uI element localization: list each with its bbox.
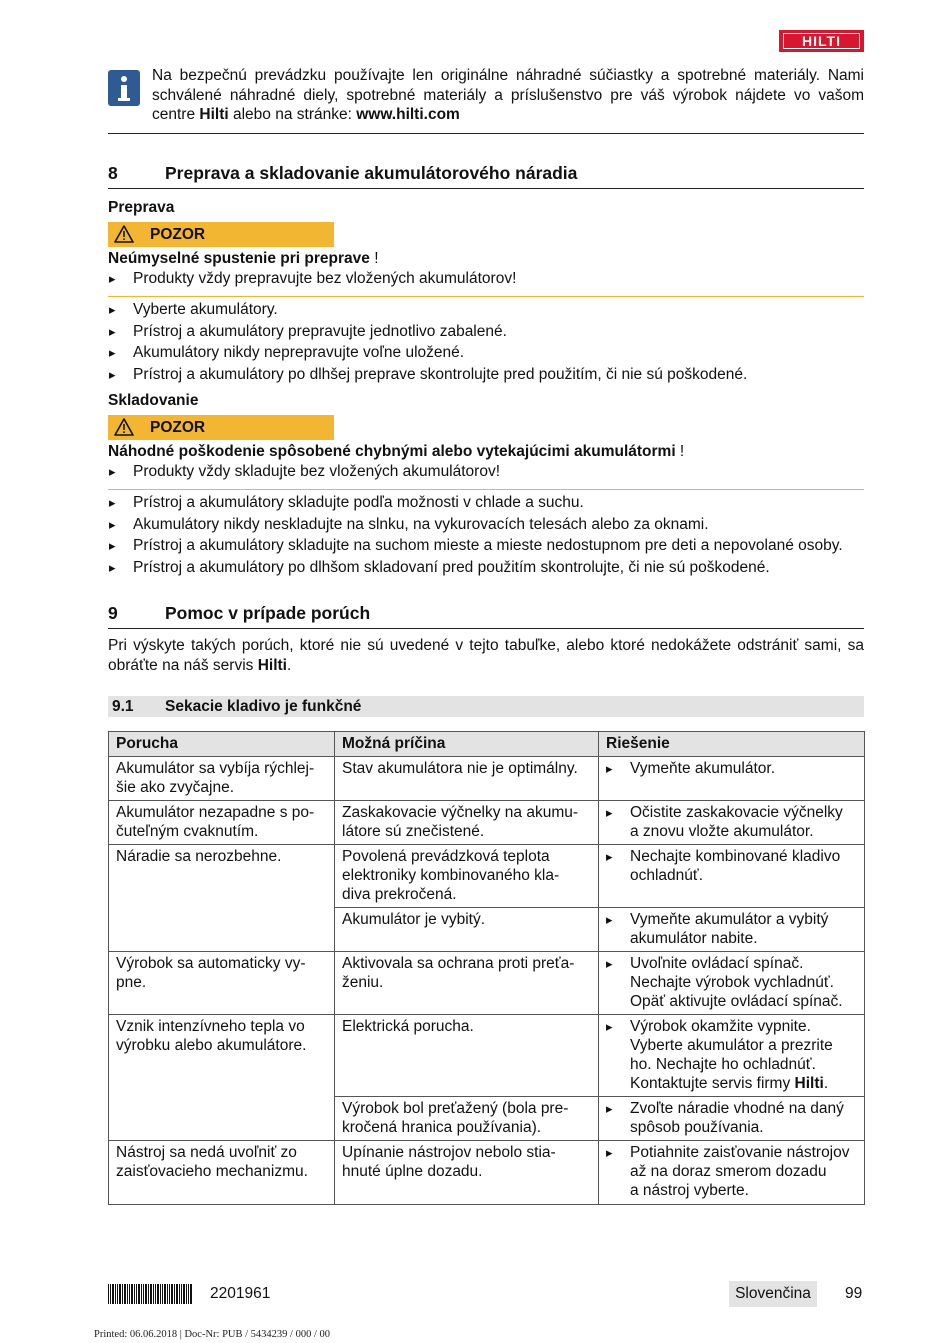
table-row [109,952,865,1015]
print-info: Printed: 06.06.2018 | Doc-Nr: PUB / 5434239 / 000 / 00 [94,1329,331,1340]
barcode-image [108,1284,192,1304]
warning-triangle-icon [114,225,134,243]
section-9-intro: Pri výskyte takých porúch, ktoré nie sú uvedené v tejto tabuľke, alebo ktoré nedokážete odstrániť sami, sa obráťte na náš servis Hilti. [108,637,864,674]
cause-cell: Upínanie nástrojov nebolo stia- hnuté úplne dozadu. [335,1141,599,1205]
column-header: Možná príčina [335,732,599,757]
solution-cell: ▸ Vymeňte akumulátor a vybitý akumulátor nabite. [599,908,865,952]
troubleshooting-table [108,731,865,1205]
hilti-url-link[interactable]: www.hilti.com [356,106,460,123]
page-number: 99 [845,1285,863,1302]
fault-cell: Vznik intenzívneho tepla vo výrobku alebo akumulátore. [109,1015,335,1141]
table-row [109,801,865,845]
transport-steps [108,299,864,385]
storage-warning-body: Náhodné poškodenie spôsobené chybnými alebo vytekajúcimi akumulátormi ! ▸ Produkty vždy skladujte bez vložených akumulátorov! [108,442,864,490]
document-code: 2201961 [210,1285,271,1302]
list-item: ▸ Prístroj a akumulátory po dlhšej preprave skontrolujte pred použitím, či nie sú poškodené. [108,364,864,386]
info-icon [108,70,140,106]
solution-cell: ▸ Zvoľte náradie vhodné na daný spôsob používania. [599,1097,865,1141]
solution-cell: ▸ Očistite zaskakovacie výčnelky a znovu vložte akumulátor. [599,801,865,845]
list-item: ▸ Akumulátory nikdy neskladujte na slnku, na vykurovacích telesách alebo za oknami. [108,514,864,536]
storage-heading: Skladovanie [108,392,199,409]
hilti-logo [779,30,864,52]
fault-cell: Náradie sa nerozbehne. [109,845,335,952]
table-row [109,1015,865,1097]
info-note [108,66,864,134]
storage-steps [108,492,864,578]
info-text: Na bezpečnú prevádzku používajte len originálne náhradné súčiastky a spotrebné materiály. Nami schválené náhradné diely, spotrebné materiály a príslušenstvo pre váš výrobok nájdete vo vašom centre Hilti alebo na stránke: www.hilti.com [152,67,864,123]
language-label: Slovenčina [729,1281,817,1307]
solution-cell: ▸ Nechajte kombinované kladivo ochladnúť. [599,845,865,908]
list-item: ▸ Prístroj a akumulátory skladujte na suchom mieste a mieste nedostupnom pre deti a nepovolané osoby. [108,535,864,557]
solution-cell: ▸ Vymeňte akumulátor. [599,757,865,801]
list-item: ▸ Akumulátory nikdy neprepravujte voľne uložené. [108,342,864,364]
solution-cell: ▸ Výrobok okamžite vypnite. Vyberte akumulátor a prezrite ho. Nechajte ho ochladnúť. Kontaktujte servis firmy Hilti. [599,1015,865,1097]
cause-cell: Akumulátor je vybitý. [335,908,599,952]
list-item: ▸ Prístroj a akumulátory skladujte podľa možnosti v chlade a suchu. [108,492,864,514]
cause-cell: Výrobok bol preťažený (bola pre- kročená hranica používania). [335,1097,599,1141]
warning-item: ▸ Produkty vždy prepravujte bez vložených akumulátorov! [108,268,864,290]
cause-cell: Aktivovala sa ochrana proti preťa- ženiu. [335,952,599,1015]
section-9-heading: 9 Pomoc v prípade porúch [108,604,864,629]
transport-warning-label: POZOR [108,222,334,247]
cause-cell: Povolená prevádzková teplota elektroniky kombinovaného kla- diva prekročená. [335,845,599,908]
list-item: ▸ Prístroj a akumulátory po dlhšom skladovaní pred použitím skontrolujte, či nie sú poškodené. [108,557,864,579]
list-item: ▸ Prístroj a akumulátory prepravujte jednotlivo zabalené. [108,321,864,343]
column-header: Porucha [109,732,335,757]
cause-cell: Stav akumulátora nie je optimálny. [335,757,599,801]
table-header-row [109,732,865,757]
table-row [109,757,865,801]
transport-warning-body: Neúmyselné spustenie pri preprave ! ▸ Produkty vždy prepravujte bez vložených akumulátorov! [108,249,864,297]
fault-cell: Výrobok sa automaticky vy- pne. [109,952,335,1015]
fault-cell: Nástroj sa nedá uvoľniť zo zaisťovacieho mechanizmu. [109,1141,335,1205]
fault-cell: Akumulátor nezapadne s po- čuteľným cvaknutím. [109,801,335,845]
cause-cell: Zaskakovacie výčnelky na akumu- látore sú znečistené. [335,801,599,845]
transport-heading: Preprava [108,199,175,216]
column-header: Riešenie [599,732,865,757]
section-8-heading: 8 Preprava a skladovanie akumulátorového náradia [108,164,864,189]
subsection-9-1-heading: 9.1 Sekacie kladivo je funkčné [108,696,864,717]
table-row [109,845,865,908]
cause-cell: Elektrická porucha. [335,1015,599,1097]
fault-cell: Akumulátor sa vybíja rýchlej- šie ako zvyčajne. [109,757,335,801]
warning-item: ▸ Produkty vždy skladujte bez vložených akumulátorov! [108,461,864,483]
warning-triangle-icon [114,418,134,436]
list-item: ▸ Vyberte akumulátory. [108,299,864,321]
solution-cell: ▸ Potiahnite zaisťovanie nástrojov až na doraz smerom dozadu a nástroj vyberte. [599,1141,865,1205]
table-row [109,1141,865,1205]
solution-cell: ▸ Uvoľnite ovládací spínač. Nechajte výrobok vychladnúť. Opäť aktivujte ovládací spínač. [599,952,865,1015]
storage-warning-label: POZOR [108,415,334,440]
logo-text: HILTI [783,33,860,49]
